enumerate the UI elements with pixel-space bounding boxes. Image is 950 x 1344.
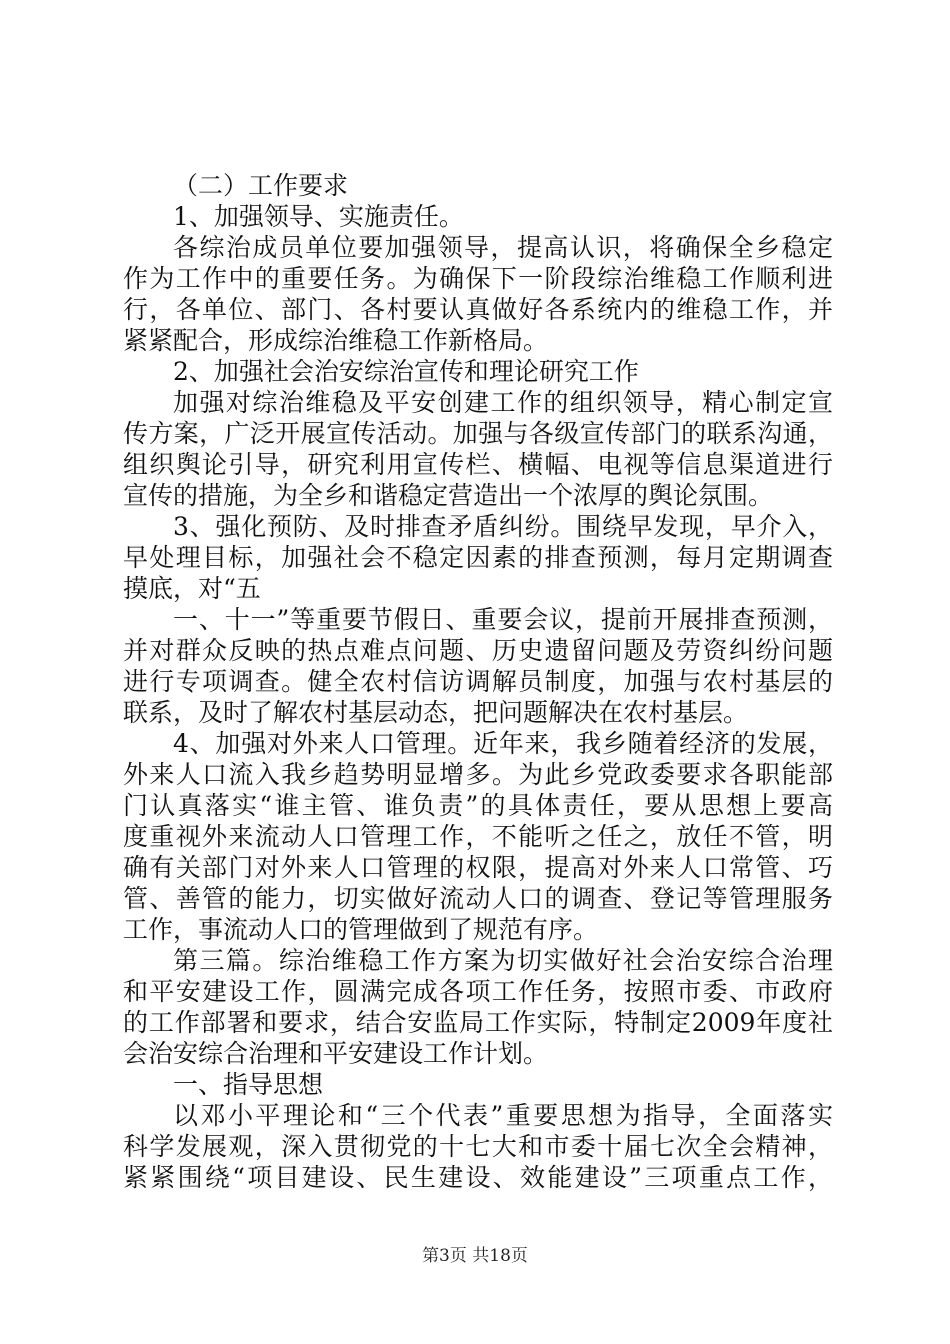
text-line: （二）工作要求 <box>173 171 349 200</box>
text-line: 门认真落实“谁主管、谁负责”的具体责任，要从思想上要高 <box>123 791 833 820</box>
text-line: 摸底，对“五 <box>123 574 261 603</box>
text-line: 早处理目标，加强社会不稳定因素的排查预测，每月定期调查 <box>123 543 833 572</box>
text-line: 和平安建设工作，圆满完成各项工作任务，按照市委、市政府 <box>123 977 833 1006</box>
text-line: 以邓小平理论和“三个代表”重要思想为指导，全面落实 <box>173 1101 833 1130</box>
text-line: 第三篇。综治维稳工作方案为切实做好社会治安综合治理 <box>173 946 833 975</box>
text-line: 外来人口流入我乡趋势明显增多。为此乡党政委要求各职能部 <box>123 760 833 789</box>
document-body <box>123 170 833 1193</box>
page-footer: 第3页 共18页 <box>422 1246 528 1266</box>
text-line: 4、加强对外来人口管理。近年来，我乡随着经济的发展， <box>173 729 833 758</box>
text-line: 2、加强社会治安综治宣传和理论研究工作 <box>173 357 639 386</box>
text-line: 确有关部门对外来人口管理的权限，提高对外来人口常管、巧 <box>123 853 833 882</box>
text-line: 紧紧围绕“项目建设、民生建设、效能建设”三项重点工作， <box>123 1163 833 1192</box>
text-line: 联系，及时了解农村基层动态，把问题解决在农村基层。 <box>123 698 749 727</box>
text-line: 管、善管的能力，切实做好流动人口的调查、登记等管理服务 <box>123 884 833 913</box>
text-line: 各综治成员单位要加强领导，提高认识，将确保全乡稳定 <box>173 233 833 262</box>
text-line: 3、强化预防、及时排查矛盾纠纷。围绕早发现，早介入， <box>173 512 833 541</box>
text-line: 加强对综治维稳及平安创建工作的组织领导，精心制定宣 <box>173 388 833 417</box>
text-line: 度重视外来流动人口管理工作，不能听之任之，放任不管，明 <box>123 822 833 851</box>
text-line: 行，各单位、部门、各村要认真做好各系统内的维稳工作，并 <box>123 295 833 324</box>
text-line: 一、十一”等重要节假日、重要会议，提前开展排查预测， <box>173 605 833 634</box>
text-line: 传方案，广泛开展宣传活动。加强与各级宣传部门的联系沟通， <box>123 419 833 448</box>
text-line: 组织舆论引导，研究利用宣传栏、横幅、电视等信息渠道进行 <box>123 450 833 479</box>
text-line: 并对群众反映的热点难点问题、历史遗留问题及劳资纠纷问题 <box>123 636 833 665</box>
text-line: 会治安综合治理和平安建设工作计划。 <box>123 1039 549 1068</box>
text-line: 作为工作中的重要任务。为确保下一阶段综治维稳工作顺利进 <box>123 264 833 293</box>
text-line: 科学发展观，深入贯彻党的十七大和市委十届七次全会精神， <box>123 1132 833 1161</box>
text-line: 工作，事流动人口的管理做到了规范有序。 <box>123 915 599 944</box>
text-line: 进行专项调查。健全农村信访调解员制度，加强与农村基层的 <box>123 667 833 696</box>
text-line: 紧紧配合，形成综治维稳工作新格局。 <box>123 326 549 355</box>
text-line: 宣传的措施，为全乡和谐稳定营造出一个浓厚的舆论氛围。 <box>123 481 774 510</box>
text-line: 1、加强领导、实施责任。 <box>173 202 464 231</box>
text-line: 一、指导思想 <box>173 1070 324 1099</box>
text-line: 的工作部署和要求，结合安监局工作实际，特制定2009年度社 <box>123 1008 833 1037</box>
